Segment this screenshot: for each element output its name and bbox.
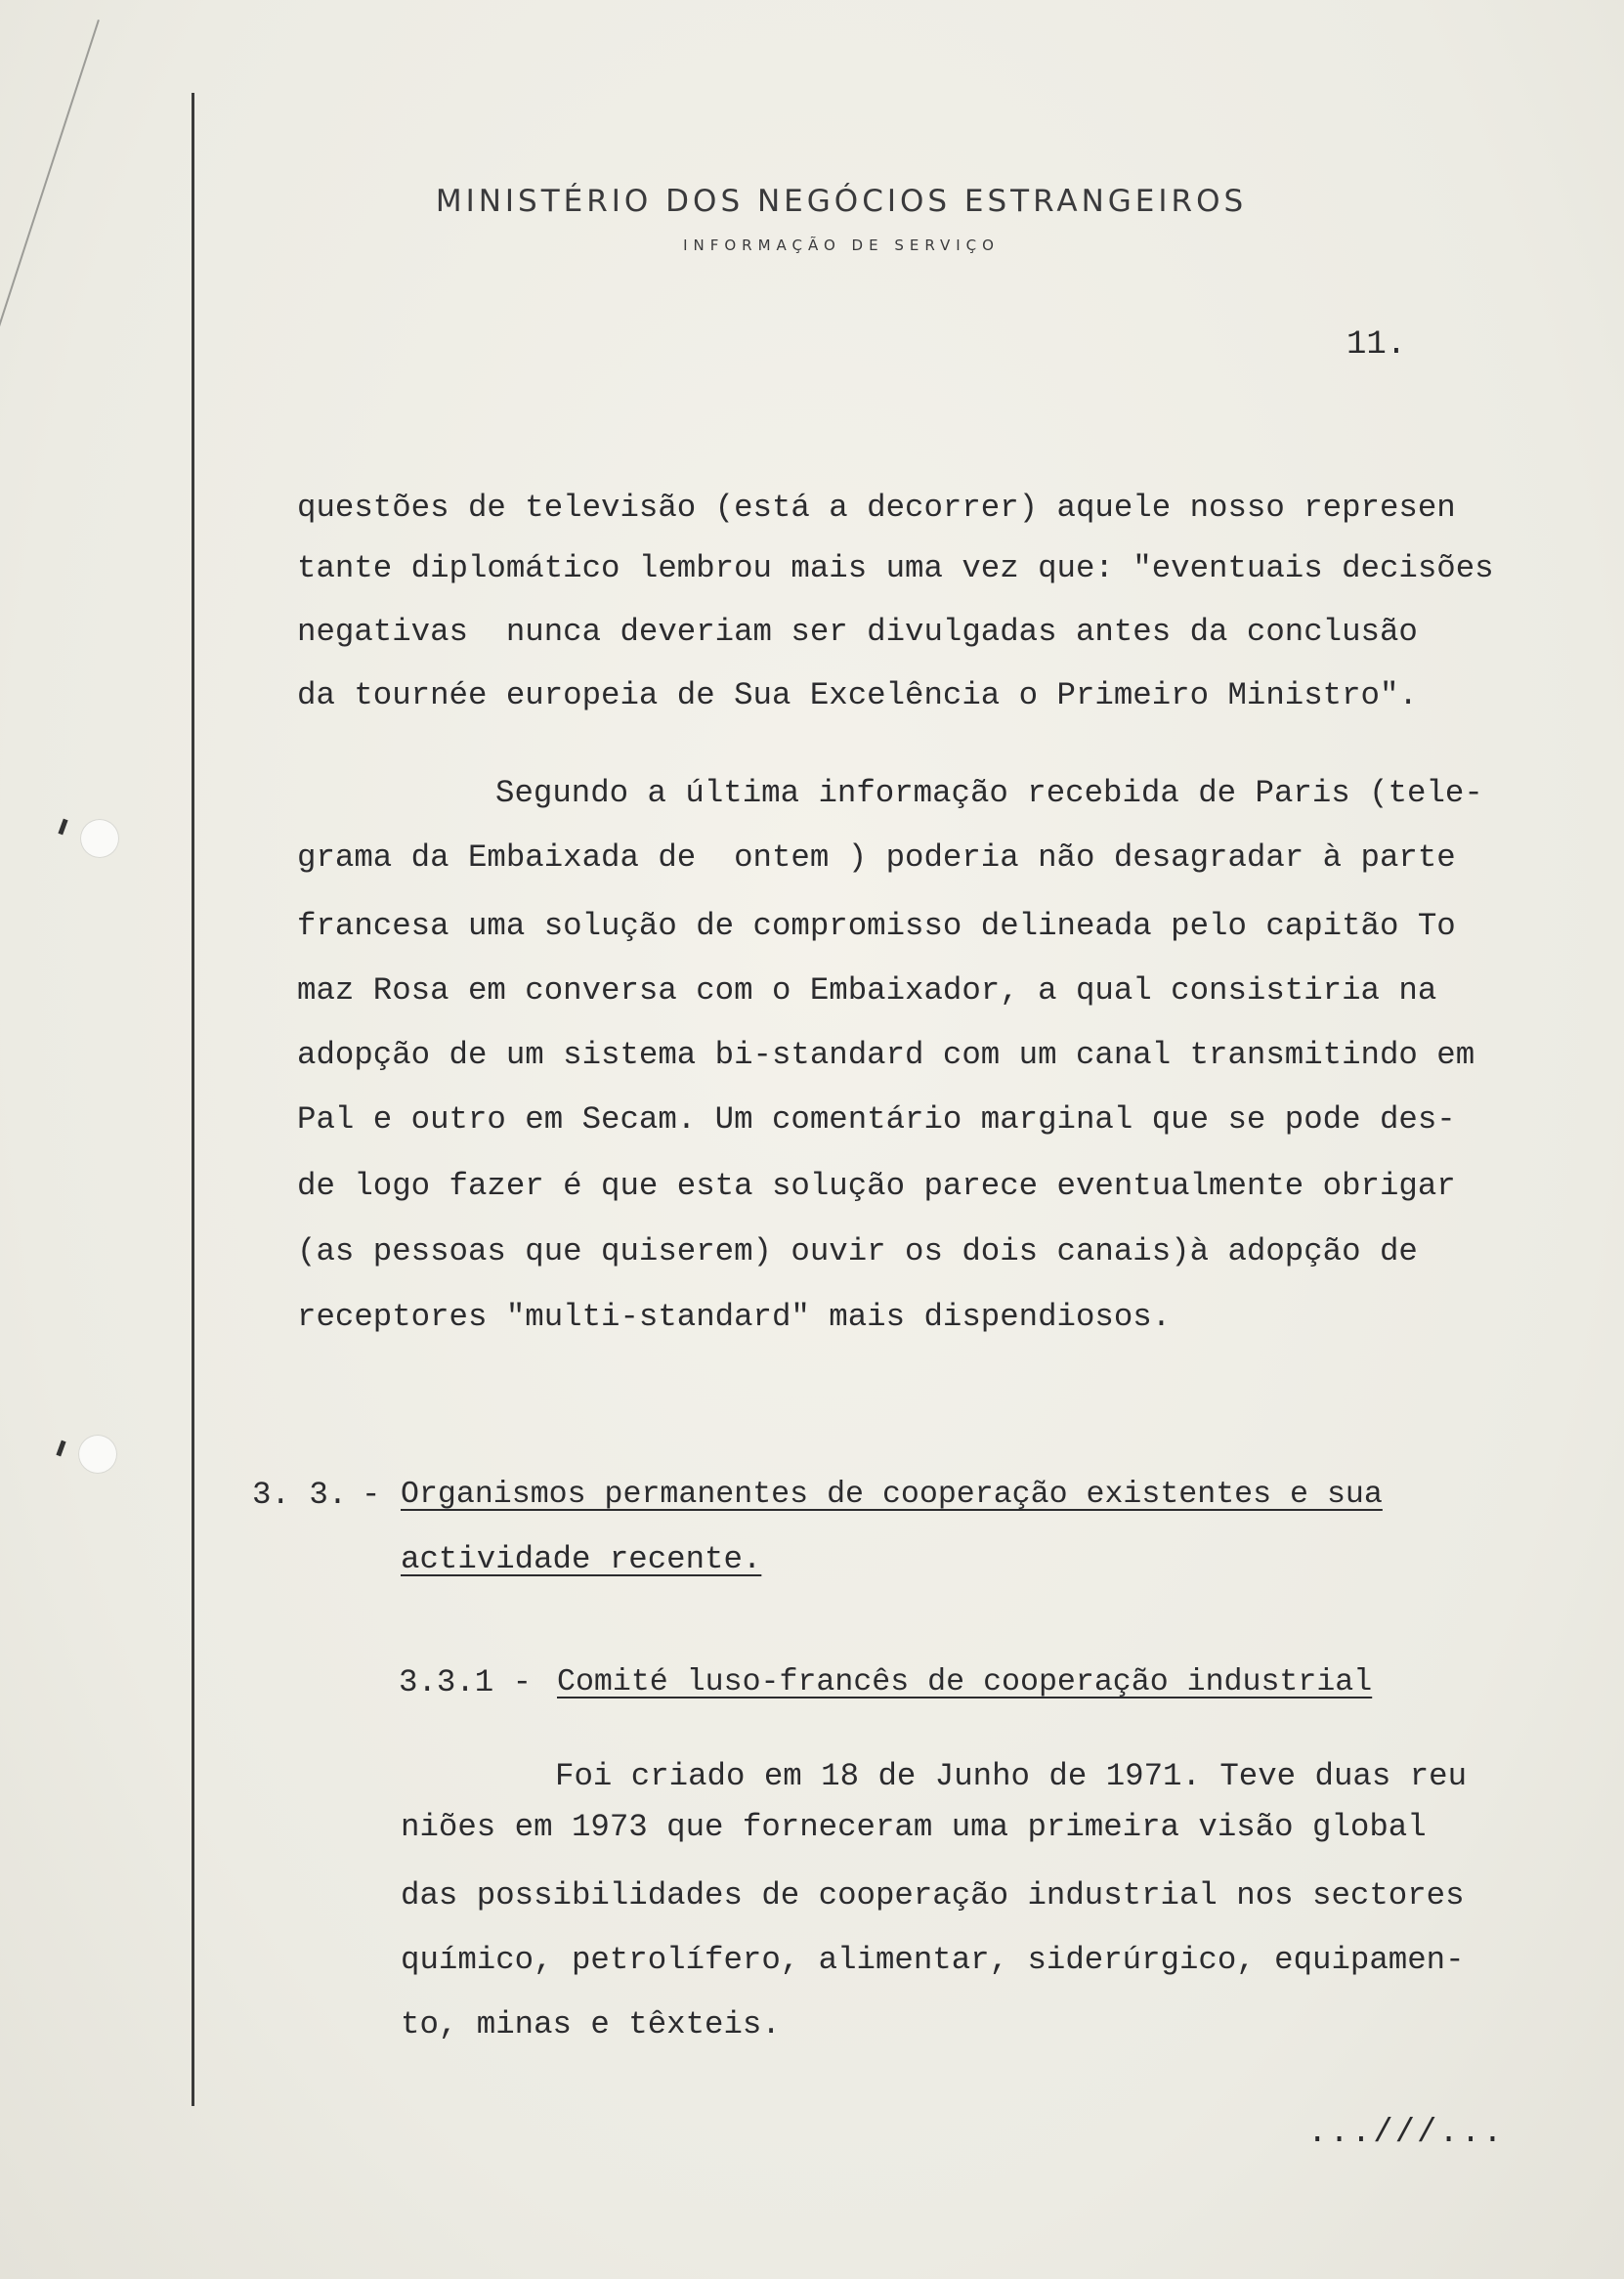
page-number: 11.	[1346, 326, 1407, 364]
subsection-number: 3.3.1 -	[399, 1664, 533, 1700]
text-line: negativas nunca deveriam ser divulgadas antes da conclusão	[297, 614, 1418, 650]
text-line: tante diplomático lembrou mais uma vez que: "eventuais decisões	[297, 550, 1494, 586]
section-heading: Organismos permanentes de cooperação existentes e sua	[401, 1478, 1383, 1512]
punch-mark-upper	[58, 819, 67, 836]
text-line: das possibilidades de cooperação industrial nos sectores	[401, 1877, 1465, 1914]
text-line: maz Rosa em conversa com o Embaixador, a qual consistiria na	[297, 972, 1437, 1009]
text-line: Foi criado em 18 de Junho de 1971. Teve duas reu	[555, 1758, 1468, 1794]
section-number: 3. 3.	[252, 1477, 348, 1513]
subsection-heading: Comité luso-francês de cooperação industrial	[557, 1665, 1373, 1699]
section-heading: actividade recente.	[401, 1541, 762, 1577]
ministry-header-subtitle: INFORMAÇÃO DE SERVIÇO	[683, 236, 1000, 254]
ministry-header-title: MINISTÉRIO DOS NEGÓCIOS ESTRANGEIROS	[435, 184, 1248, 219]
punch-hole-lower	[78, 1435, 117, 1474]
text-line: questões de televisão (está a decorrer) aquele nosso represen	[297, 490, 1456, 526]
continuation-mark: ...///...	[1307, 2115, 1505, 2152]
text-line: da tournée europeia de Sua Excelência o Primeiro Ministro".	[297, 677, 1418, 713]
text-line: de logo fazer é que esta solução parece eventualmente obrigar	[297, 1168, 1456, 1204]
left-margin-rule	[192, 93, 194, 2106]
punch-hole-upper	[80, 819, 119, 858]
text-line: químico, petrolífero, alimentar, siderúrgico, equipamen-	[401, 1942, 1465, 1978]
text-line: Pal e outro em Secam. Um comentário marginal que se pode des-	[297, 1101, 1456, 1138]
text-line: grama da Embaixada de ontem ) poderia não desagradar à parte	[297, 839, 1456, 876]
text-line: adopção de um sistema bi-standard com um canal transmitindo em	[297, 1037, 1475, 1073]
text-line: Segundo a última informação recebida de Paris (tele-	[495, 775, 1483, 811]
text-line: receptores "multi-standard" mais dispendiosos.	[297, 1299, 1172, 1335]
punch-mark-lower	[56, 1440, 65, 1457]
text-line: niões em 1973 que forneceram uma primeira visão global	[401, 1809, 1427, 1845]
section-dash: -	[362, 1477, 381, 1513]
text-line: (as pessoas que quiserem) ouvir os dois canais)à adopção de	[297, 1233, 1418, 1269]
text-line: to, minas e têxteis.	[401, 2006, 781, 2042]
text-line: francesa uma solução de compromisso delineada pelo capitão To	[297, 908, 1456, 944]
